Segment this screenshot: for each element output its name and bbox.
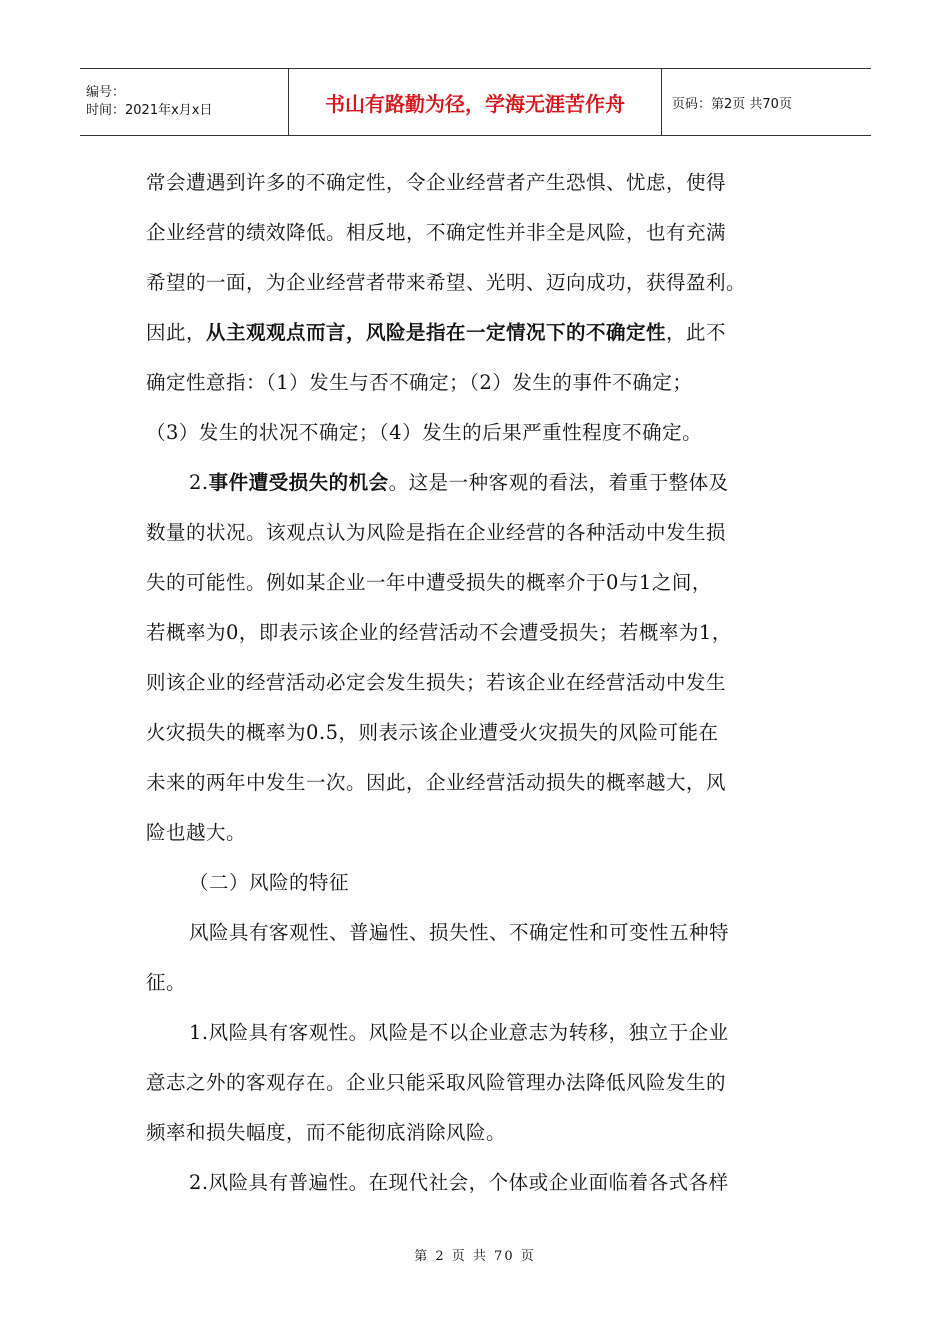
bold-heading: 事件遭受损失的机会 (208, 471, 389, 494)
body-line: 则该企业的经营活动必定会发生损失；若该企业在经营活动中发生 (146, 671, 727, 694)
body-text: 因此， (146, 321, 207, 344)
body-text: ，此不 (666, 321, 727, 344)
section-heading: （二）风险的特征 (189, 871, 350, 894)
page-footer: 第 2 页 共 70 页 (414, 1249, 536, 1264)
body-line: 风险具有客观性、普遍性、损失性、不确定性和可变性五种特 (189, 921, 730, 944)
body-line: 2.风险具有普遍性。在现代社会，个体或企业面临着各式各样 (189, 1171, 729, 1194)
body-line: 未来的两年中发生一次。因此，企业经营活动损失的概率越大，风 (146, 771, 727, 794)
body-line: 确定性意指：（1）发生与否不确定；（2）发生的事件不确定； (146, 371, 693, 394)
body-line: 征。 (146, 971, 187, 994)
item-number: 2. (189, 471, 209, 494)
body-line: 常会遭遇到许多的不确定性，令企业经营者产生恐惧、忧虑，使得 (146, 171, 727, 194)
body-line (146, 308, 806, 358)
body-text: 。这是一种客观的看法，着重于整体及 (388, 471, 729, 494)
header-motto: 书山有路勤为径，学海无涯苦作舟 (289, 69, 662, 136)
header-page-code: 页码：第2页 共70页 (662, 69, 872, 136)
bold-definition: 从主观观点而言，风险是指在一定情况下的不确定性 (206, 321, 667, 344)
body-line (146, 458, 806, 508)
document-number-label: 编号： (86, 85, 126, 100)
body-line: 1.风险具有客观性。风险是不以企业意志为转移，独立于企业 (189, 1021, 729, 1044)
document-body (146, 158, 806, 1208)
document-header (80, 68, 871, 136)
document-date: 时间：2021年x月x日 (86, 103, 213, 118)
body-line: （3）发生的状况不确定；（4）发生的后果严重性程度不确定。 (146, 421, 703, 444)
body-line: 频率和损失幅度，而不能彻底消除风险。 (146, 1121, 507, 1144)
body-line: 险也越大。 (146, 821, 247, 844)
body-line: 火灾损失的概率为0.5，则表示该企业遭受火灾损失的风险可能在 (146, 721, 719, 744)
body-line: 希望的一面，为企业经营者带来希望、光明、迈向成功，获得盈利。 (146, 271, 747, 294)
body-line: 失的可能性。例如某企业一年中遭受损失的概率介于0与1之间， (146, 571, 712, 594)
body-line: 意志之外的客观存在。企业只能采取风险管理办法降低风险发生的 (146, 1071, 727, 1094)
body-line: 数量的状况。该观点认为风险是指在企业经营的各种活动中发生损 (146, 521, 727, 544)
header-meta (80, 69, 289, 136)
body-line: 若概率为0，即表示该企业的经营活动不会遭受损失；若概率为1， (146, 621, 732, 644)
body-line: 企业经营的绩效降低。相反地，不确定性并非全是风险，也有充满 (146, 221, 727, 244)
